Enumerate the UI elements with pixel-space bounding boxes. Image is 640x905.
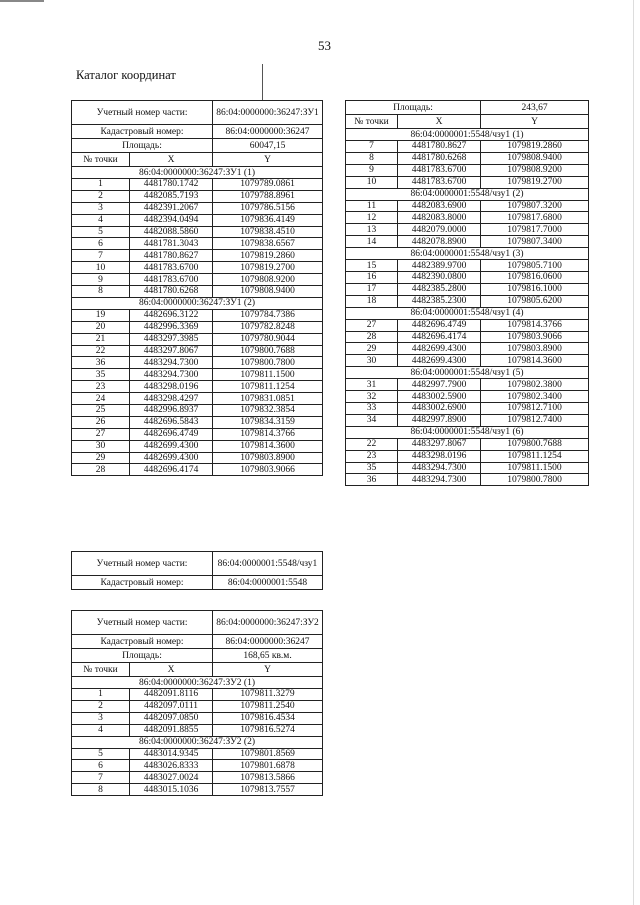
record-table-5548 xyxy=(71,551,323,590)
y-coordinate-cell: 1079811.3279 xyxy=(213,689,323,701)
y-coordinate-cell: 1079805.6200 xyxy=(481,295,589,307)
x-coordinate-cell: 4482699.4300 xyxy=(398,355,481,367)
table-row xyxy=(72,179,323,191)
y-coordinate-cell: 1079808.9400 xyxy=(481,152,589,164)
y-coordinate-cell: 1079834.3159 xyxy=(213,416,323,428)
y-coordinate-cell: 1079817.6800 xyxy=(481,212,589,224)
y-coordinate-cell: 1079811.1500 xyxy=(481,462,589,474)
point-number-cell: 36 xyxy=(346,474,398,486)
point-number-cell: 23 xyxy=(346,450,398,462)
x-coordinate-cell: 4481780.1742 xyxy=(130,179,213,191)
point-number-cell: 23 xyxy=(72,381,130,393)
point-number-cell: 29 xyxy=(72,452,130,464)
table-row xyxy=(346,391,589,403)
point-number-cell: 8 xyxy=(72,784,130,796)
table-row xyxy=(72,202,323,214)
y-coordinate-cell: 1079782.8248 xyxy=(213,321,323,333)
area-label: Площадь: xyxy=(72,139,213,153)
x-coordinate-cell: 4482699.4300 xyxy=(130,440,213,452)
table-row xyxy=(346,152,589,164)
table-row xyxy=(72,321,323,333)
point-number-cell: 13 xyxy=(346,224,398,236)
table-row xyxy=(346,176,589,188)
x-coordinate-cell: 4481780.6268 xyxy=(130,286,213,298)
y-coordinate-cell: 1079811.2540 xyxy=(213,700,323,712)
scan-corner-mark xyxy=(0,0,44,2)
point-number-cell: 16 xyxy=(346,272,398,284)
y-coordinate-cell: 1079812.7100 xyxy=(481,403,589,415)
x-coordinate-cell: 4482696.4174 xyxy=(130,464,213,476)
point-number-cell: 14 xyxy=(346,236,398,248)
x-coordinate-cell: 4482097.0850 xyxy=(130,712,213,724)
point-number-cell: 7 xyxy=(72,250,130,262)
table-row xyxy=(72,405,323,417)
col-header-x: X xyxy=(130,663,213,677)
section-header: 86:04:0000001:5548/чзу1 (4) xyxy=(346,307,589,319)
y-coordinate-cell: 1079788.8961 xyxy=(213,190,323,202)
y-coordinate-cell: 1079808.9200 xyxy=(213,274,323,286)
col-header-point: № точки xyxy=(72,153,130,167)
point-number-cell: 28 xyxy=(346,331,398,343)
point-number-cell: 17 xyxy=(346,283,398,295)
table-row xyxy=(72,440,323,452)
point-number-cell: 22 xyxy=(346,438,398,450)
y-coordinate-cell: 1079808.9200 xyxy=(481,164,589,176)
cadastral-number-value: 86:04:0000001:5548 xyxy=(213,576,323,590)
table-row xyxy=(72,238,323,250)
table-row xyxy=(72,428,323,440)
y-coordinate-cell: 1079800.7688 xyxy=(213,345,323,357)
x-coordinate-cell: 4482385.2800 xyxy=(398,283,481,295)
table-row xyxy=(346,164,589,176)
x-coordinate-cell: 4482078.8900 xyxy=(398,236,481,248)
x-coordinate-cell: 4481783.6700 xyxy=(130,274,213,286)
y-coordinate-cell: 1079803.9066 xyxy=(213,464,323,476)
section-header: 86:04:0000001:5548/чзу1 (3) xyxy=(346,248,589,260)
y-coordinate-cell: 1079803.8900 xyxy=(481,343,589,355)
point-number-cell: 33 xyxy=(346,403,398,415)
x-coordinate-cell: 4482389.9700 xyxy=(398,260,481,272)
y-coordinate-cell: 1079803.9066 xyxy=(481,331,589,343)
x-coordinate-cell: 4483294.7300 xyxy=(398,462,481,474)
table-row xyxy=(346,474,589,486)
y-coordinate-cell: 1079811.1254 xyxy=(213,381,323,393)
x-coordinate-cell: 4483294.7300 xyxy=(130,357,213,369)
x-coordinate-cell: 4483294.7300 xyxy=(398,474,481,486)
record-number-label: Учетный номер части: xyxy=(72,101,213,125)
y-coordinate-cell: 1079784.7386 xyxy=(213,309,323,321)
table-row xyxy=(346,212,589,224)
x-coordinate-cell: 4482083.6900 xyxy=(398,200,481,212)
y-coordinate-cell: 1079811.1500 xyxy=(213,369,323,381)
point-number-cell: 27 xyxy=(72,428,130,440)
x-coordinate-cell: 4482390.0800 xyxy=(398,272,481,284)
point-number-cell: 32 xyxy=(346,391,398,403)
section-header: 86:04:0000000:36247:ЗУ1 (1) xyxy=(72,167,323,179)
table-row xyxy=(346,450,589,462)
table-row xyxy=(346,438,589,450)
cadastral-number-label: Кадастровый номер: xyxy=(72,125,213,139)
x-coordinate-cell: 4483014.9345 xyxy=(130,748,213,760)
record-number-value: 86:04:0000000:36247:ЗУ2 xyxy=(213,611,323,635)
table-row xyxy=(346,283,589,295)
point-number-cell: 25 xyxy=(72,405,130,417)
x-coordinate-cell: 4483297.8067 xyxy=(398,438,481,450)
point-number-cell: 8 xyxy=(346,152,398,164)
scan-mark-line xyxy=(262,64,263,100)
table-row xyxy=(72,416,323,428)
col-header-y: Y xyxy=(213,663,323,677)
x-coordinate-cell: 4483002.5900 xyxy=(398,391,481,403)
x-coordinate-cell: 4482091.8116 xyxy=(130,689,213,701)
y-coordinate-cell: 1079814.3600 xyxy=(213,440,323,452)
y-coordinate-cell: 1079838.4510 xyxy=(213,226,323,238)
y-coordinate-cell: 1079819.2860 xyxy=(213,250,323,262)
table-row xyxy=(72,369,323,381)
point-number-cell: 34 xyxy=(346,414,398,426)
table-row xyxy=(72,357,323,369)
x-coordinate-cell: 4482997.7900 xyxy=(398,379,481,391)
area-value: 168,65 кв.м. xyxy=(213,649,323,663)
y-coordinate-cell: 1079816.5274 xyxy=(213,724,323,736)
y-coordinate-cell: 1079808.9400 xyxy=(213,286,323,298)
y-coordinate-cell: 1079819.2700 xyxy=(481,176,589,188)
record-number-label: Учетный номер части: xyxy=(72,552,213,576)
point-number-cell: 1 xyxy=(72,689,130,701)
x-coordinate-cell: 4482085.7193 xyxy=(130,190,213,202)
x-coordinate-cell: 4482699.4300 xyxy=(130,452,213,464)
x-coordinate-cell: 4482696.5843 xyxy=(130,416,213,428)
col-header-point: № точки xyxy=(346,115,398,129)
x-coordinate-cell: 4482391.2067 xyxy=(130,202,213,214)
table-row xyxy=(346,260,589,272)
y-coordinate-cell: 1079800.7800 xyxy=(213,357,323,369)
y-coordinate-cell: 1079811.1254 xyxy=(481,450,589,462)
area-value: 243,67 xyxy=(481,101,589,115)
point-number-cell: 10 xyxy=(346,176,398,188)
point-number-cell: 35 xyxy=(72,369,130,381)
y-coordinate-cell: 1079802.3800 xyxy=(481,379,589,391)
point-number-cell: 19 xyxy=(72,309,130,321)
table-row xyxy=(72,286,323,298)
table-row xyxy=(72,333,323,345)
point-number-cell: 29 xyxy=(346,343,398,355)
y-coordinate-cell: 1079801.8569 xyxy=(213,748,323,760)
point-number-cell: 21 xyxy=(72,333,130,345)
col-header-point: № точки xyxy=(72,663,130,677)
point-number-cell: 20 xyxy=(72,321,130,333)
table-row xyxy=(72,784,323,796)
table-row xyxy=(72,309,323,321)
table-row xyxy=(346,355,589,367)
table-row xyxy=(346,224,589,236)
table-row xyxy=(72,190,323,202)
point-number-cell: 9 xyxy=(72,274,130,286)
y-coordinate-cell: 1079819.2700 xyxy=(213,262,323,274)
x-coordinate-cell: 4481783.6700 xyxy=(130,262,213,274)
y-coordinate-cell: 1079838.6567 xyxy=(213,238,323,250)
section-header: 86:04:0000000:36247:ЗУ1 (2) xyxy=(72,297,323,309)
table-row xyxy=(346,462,589,474)
x-coordinate-cell: 4482385.2300 xyxy=(398,295,481,307)
page-number: 53 xyxy=(318,38,331,53)
table-row xyxy=(346,414,589,426)
table-row xyxy=(72,464,323,476)
table-row xyxy=(72,724,323,736)
y-coordinate-cell: 1079817.7000 xyxy=(481,224,589,236)
x-coordinate-cell: 4482696.3122 xyxy=(130,309,213,321)
table-row xyxy=(346,319,589,331)
col-header-x: X xyxy=(130,153,213,167)
point-number-cell: 6 xyxy=(72,760,130,772)
y-coordinate-cell: 1079814.3600 xyxy=(481,355,589,367)
table-row xyxy=(346,379,589,391)
x-coordinate-cell: 4483002.6900 xyxy=(398,403,481,415)
y-coordinate-cell: 1079816.4534 xyxy=(213,712,323,724)
x-coordinate-cell: 4482394.0494 xyxy=(130,214,213,226)
area-label: Площадь: xyxy=(72,649,213,663)
col-header-y: Y xyxy=(213,153,323,167)
table-row xyxy=(346,141,589,153)
x-coordinate-cell: 4483027.0024 xyxy=(130,772,213,784)
coordinates-table-zu2 xyxy=(71,610,323,796)
section-header: 86:04:0000000:36247:ЗУ2 (1) xyxy=(72,677,323,689)
section-header: 86:04:0000001:5548/чзу1 (6) xyxy=(346,426,589,438)
x-coordinate-cell: 4481781.3043 xyxy=(130,238,213,250)
point-number-cell: 31 xyxy=(346,379,398,391)
point-number-cell: 22 xyxy=(72,345,130,357)
table-row xyxy=(72,712,323,724)
table-row xyxy=(72,345,323,357)
x-coordinate-cell: 4481780.8627 xyxy=(398,141,481,153)
table-row xyxy=(72,274,323,286)
x-coordinate-cell: 4482091.8855 xyxy=(130,724,213,736)
y-coordinate-cell: 1079805.7100 xyxy=(481,260,589,272)
x-coordinate-cell: 4483015.1036 xyxy=(130,784,213,796)
x-coordinate-cell: 4483297.8067 xyxy=(130,345,213,357)
point-number-cell: 3 xyxy=(72,202,130,214)
record-number-label: Учетный номер части: xyxy=(72,611,213,635)
section-header: 86:04:0000001:5548/чзу1 (1) xyxy=(346,129,589,141)
record-number-value: 86:04:0000000:36247:ЗУ1 xyxy=(213,101,323,125)
record-number-value: 86:04:0000001:5548/чзу1 xyxy=(213,552,323,576)
y-coordinate-cell: 1079812.7400 xyxy=(481,414,589,426)
table-row xyxy=(346,295,589,307)
y-coordinate-cell: 1079801.6878 xyxy=(213,760,323,772)
table-row xyxy=(346,343,589,355)
point-number-cell: 9 xyxy=(346,164,398,176)
x-coordinate-cell: 4482696.4749 xyxy=(398,319,481,331)
point-number-cell: 6 xyxy=(72,238,130,250)
y-coordinate-cell: 1079807.3200 xyxy=(481,200,589,212)
point-number-cell: 7 xyxy=(346,141,398,153)
y-coordinate-cell: 1079814.3766 xyxy=(213,428,323,440)
point-number-cell: 28 xyxy=(72,464,130,476)
section-header: 86:04:0000001:5548/чзу1 (5) xyxy=(346,367,589,379)
table-row xyxy=(72,226,323,238)
x-coordinate-cell: 4483298.0196 xyxy=(398,450,481,462)
point-number-cell: 26 xyxy=(72,416,130,428)
point-number-cell: 8 xyxy=(72,286,130,298)
x-coordinate-cell: 4481780.6268 xyxy=(398,152,481,164)
x-coordinate-cell: 4482996.8937 xyxy=(130,405,213,417)
x-coordinate-cell: 4482088.5860 xyxy=(130,226,213,238)
table-row xyxy=(72,772,323,784)
x-coordinate-cell: 4483294.7300 xyxy=(130,369,213,381)
point-number-cell: 2 xyxy=(72,700,130,712)
point-number-cell: 30 xyxy=(72,440,130,452)
x-coordinate-cell: 4482696.4174 xyxy=(398,331,481,343)
y-coordinate-cell: 1079813.7557 xyxy=(213,784,323,796)
area-value: 60047,15 xyxy=(213,139,323,153)
x-coordinate-cell: 4482083.8000 xyxy=(398,212,481,224)
x-coordinate-cell: 4481780.8627 xyxy=(130,250,213,262)
point-number-cell: 10 xyxy=(72,262,130,274)
section-header: 86:04:0000000:36247:ЗУ2 (2) xyxy=(72,736,323,748)
point-number-cell: 24 xyxy=(72,393,130,405)
table-row xyxy=(346,331,589,343)
x-coordinate-cell: 4482696.4749 xyxy=(130,428,213,440)
scan-edge-line xyxy=(633,0,634,905)
y-coordinate-cell: 1079800.7688 xyxy=(481,438,589,450)
y-coordinate-cell: 1079786.5156 xyxy=(213,202,323,214)
point-number-cell: 11 xyxy=(346,200,398,212)
x-coordinate-cell: 4482097.0111 xyxy=(130,700,213,712)
catalog-title: Каталог координат xyxy=(76,68,176,82)
point-number-cell: 5 xyxy=(72,226,130,238)
point-number-cell: 7 xyxy=(72,772,130,784)
point-number-cell: 4 xyxy=(72,724,130,736)
point-number-cell: 4 xyxy=(72,214,130,226)
y-coordinate-cell: 1079807.3400 xyxy=(481,236,589,248)
x-coordinate-cell: 4482699.4300 xyxy=(398,343,481,355)
point-number-cell: 15 xyxy=(346,260,398,272)
cadastral-number-label: Кадастровый номер: xyxy=(72,635,213,649)
table-row xyxy=(346,200,589,212)
point-number-cell: 27 xyxy=(346,319,398,331)
col-header-y: Y xyxy=(481,115,589,129)
x-coordinate-cell: 4482997.8900 xyxy=(398,414,481,426)
point-number-cell: 2 xyxy=(72,190,130,202)
area-label: Площадь: xyxy=(346,101,481,115)
x-coordinate-cell: 4483298.0196 xyxy=(130,381,213,393)
y-coordinate-cell: 1079836.4149 xyxy=(213,214,323,226)
point-number-cell: 3 xyxy=(72,712,130,724)
y-coordinate-cell: 1079803.8900 xyxy=(213,452,323,464)
x-coordinate-cell: 4482996.3369 xyxy=(130,321,213,333)
point-number-cell: 12 xyxy=(346,212,398,224)
y-coordinate-cell: 1079800.7800 xyxy=(481,474,589,486)
point-number-cell: 5 xyxy=(72,748,130,760)
y-coordinate-cell: 1079831.0851 xyxy=(213,393,323,405)
x-coordinate-cell: 4481783.6700 xyxy=(398,176,481,188)
point-number-cell: 30 xyxy=(346,355,398,367)
table-row xyxy=(346,236,589,248)
y-coordinate-cell: 1079802.3400 xyxy=(481,391,589,403)
y-coordinate-cell: 1079780.9044 xyxy=(213,333,323,345)
x-coordinate-cell: 4482079.0000 xyxy=(398,224,481,236)
table-row xyxy=(72,689,323,701)
table-row xyxy=(72,250,323,262)
table-row xyxy=(72,214,323,226)
cadastral-number-label: Кадастровый номер: xyxy=(72,576,213,590)
y-coordinate-cell: 1079814.3766 xyxy=(481,319,589,331)
y-coordinate-cell: 1079789.0861 xyxy=(213,179,323,191)
coordinates-table-zu1 xyxy=(71,100,323,476)
y-coordinate-cell: 1079816.0600 xyxy=(481,272,589,284)
y-coordinate-cell: 1079819.2860 xyxy=(481,141,589,153)
point-number-cell: 1 xyxy=(72,179,130,191)
x-coordinate-cell: 4483026.8333 xyxy=(130,760,213,772)
point-number-cell: 18 xyxy=(346,295,398,307)
y-coordinate-cell: 1079832.3854 xyxy=(213,405,323,417)
table-row xyxy=(72,381,323,393)
table-row xyxy=(346,403,589,415)
table-row xyxy=(72,393,323,405)
table-row xyxy=(72,452,323,464)
x-coordinate-cell: 4483297.3985 xyxy=(130,333,213,345)
table-row xyxy=(72,748,323,760)
table-row xyxy=(72,700,323,712)
point-number-cell: 35 xyxy=(346,462,398,474)
table-row xyxy=(72,262,323,274)
coordinates-table-5548 xyxy=(345,100,589,486)
col-header-x: X xyxy=(398,115,481,129)
section-header: 86:04:0000001:5548/чзу1 (2) xyxy=(346,188,589,200)
x-coordinate-cell: 4481783.6700 xyxy=(398,164,481,176)
table-row xyxy=(72,760,323,772)
point-number-cell: 36 xyxy=(72,357,130,369)
table-row xyxy=(346,272,589,284)
x-coordinate-cell: 4483298.4297 xyxy=(130,393,213,405)
y-coordinate-cell: 1079816.1000 xyxy=(481,283,589,295)
y-coordinate-cell: 1079813.5866 xyxy=(213,772,323,784)
cadastral-number-value: 86:04:0000000:36247 xyxy=(213,635,323,649)
cadastral-number-value: 86:04:0000000:36247 xyxy=(213,125,323,139)
